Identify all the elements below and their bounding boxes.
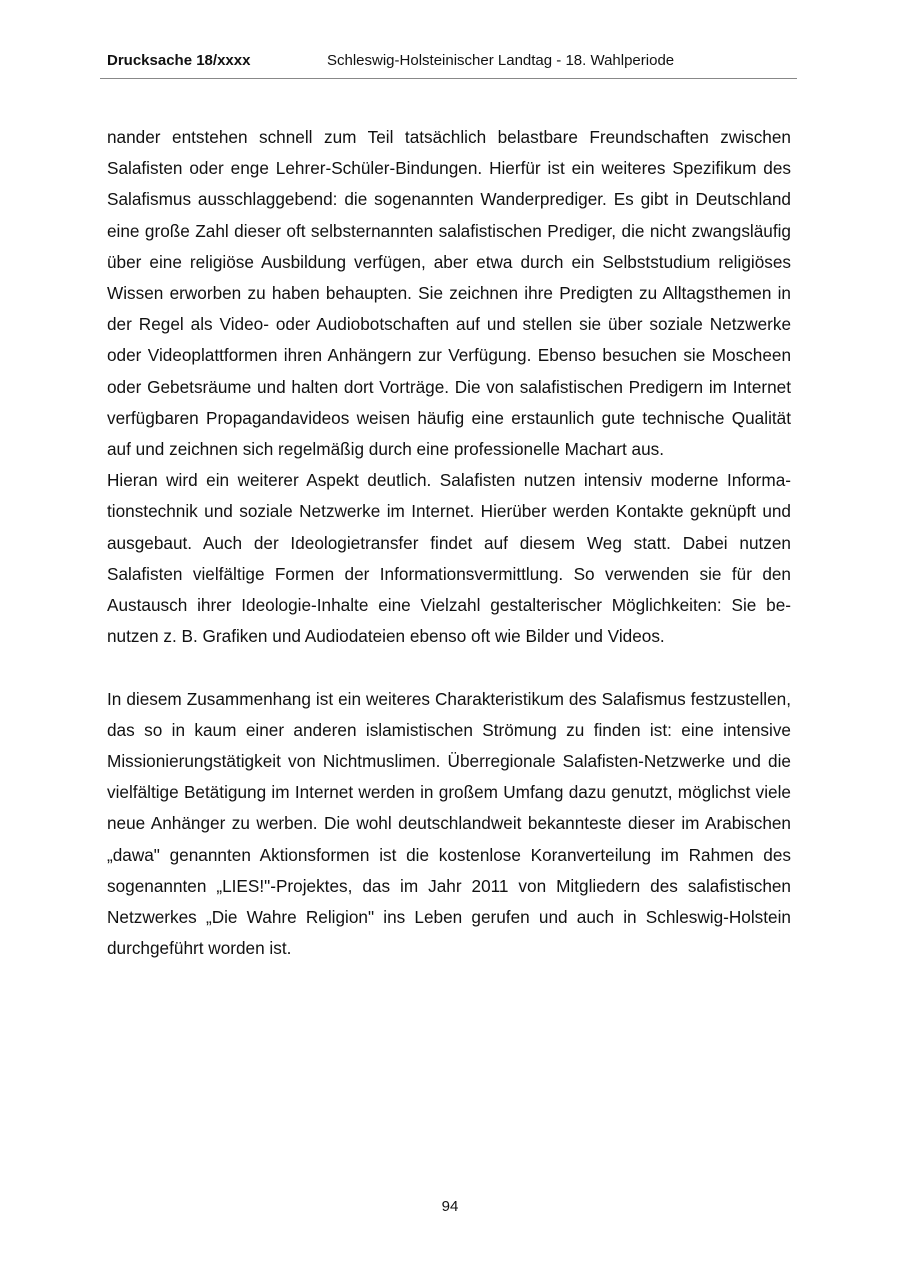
page-header <box>100 52 797 79</box>
body-text <box>107 122 791 964</box>
paragraph-informationstechnik: Hieran wird ein weiterer Aspekt deutlich. Salafisten nutzen intensiv moderne Informationstechnik und soziale Netzwerke im Internet. Hierüber werden Kontakte geknüpft und ausgebaut. Auch der Ideologietransfer findet auf diesem Weg statt. Dabei nutzen Salafisten vielfältige Formen der Informationsvermittlung. So verwenden sie für den Austausch ihrer Ideologie-Inhalte eine Vielzahl gestalterischer Möglichkeiten: Sie benutzen z. B. Grafiken und Audiodateien ebenso oft wie Bilder und Videos. <box>107 470 791 647</box>
document-number: Drucksache 18/xxxx <box>107 52 251 69</box>
paragraph-missionierung: In diesem Zusammenhang ist ein weiteres Charakteristikum des Salafismus festzustellen, das so in kaum einer anderen islamistischen Strömung zu finden ist: eine intensive Missionierungstätigkeit von Nichtmuslimen. Überregionale Salafisten-Netzwerke und die vielfältige Betätigung im Internet werden in großem Umfang dazu genutzt, möglichst viele neue Anhänger zu werben. Die wohl deutschlandweit bekannteste dieser im Arabischen „dawa" genannten Aktionsformen ist die kostenlose Koranverteilung im Rahmen des sogenannten „LIES!"-Projektes, das im Jahr 2011 von Mitgliedern des salafistischen Netzwerkes „Die Wahre Religion" ins Leben gerufen und auch in Schleswig-Holstein durchgeführt worden ist. <box>107 688 791 959</box>
parliament-title: Schleswig-Holsteinischer Landtag - 18. Wahlperiode <box>327 52 675 69</box>
page-number: 94 <box>441 1198 459 1215</box>
paragraph-wanderprediger: nander entstehen schnell zum Teil tatsächlich belastbare Freundschaften zwischen Salafisten oder enge Lehrer-Schüler-Bindungen. Hierfür ist ein weiteres Spezifikum des Salafismus ausschlaggebend: die sogenannten Wanderprediger. Es gibt in Deutschland eine große Zahl dieser oft selbsternannten salafistischen Prediger, die nicht zwangsläufig über eine religiöse Ausbildung verfügen, aber etwa durch ein Selbststudium religiöses Wissen erworben zu haben behaupten. Sie zeichnen ihre Predigten zu Alltagsthemen in der Regel als Video- oder Audiobotschaften auf und stellen sie über soziale Netzwerke oder Videoplattformen ihren Anhängern zur Verfügung. Ebenso besuchen sie Moscheen oder Gebetsräume und halten dort Vorträge. Die von salafistischen Predigern im Internet verfügbaren Propagandavideos weisen häufig eine erstaunlich gute technische Qualität auf und zeichnen sich regelmäßig durch eine professionelle Machart aus. <box>107 127 791 460</box>
